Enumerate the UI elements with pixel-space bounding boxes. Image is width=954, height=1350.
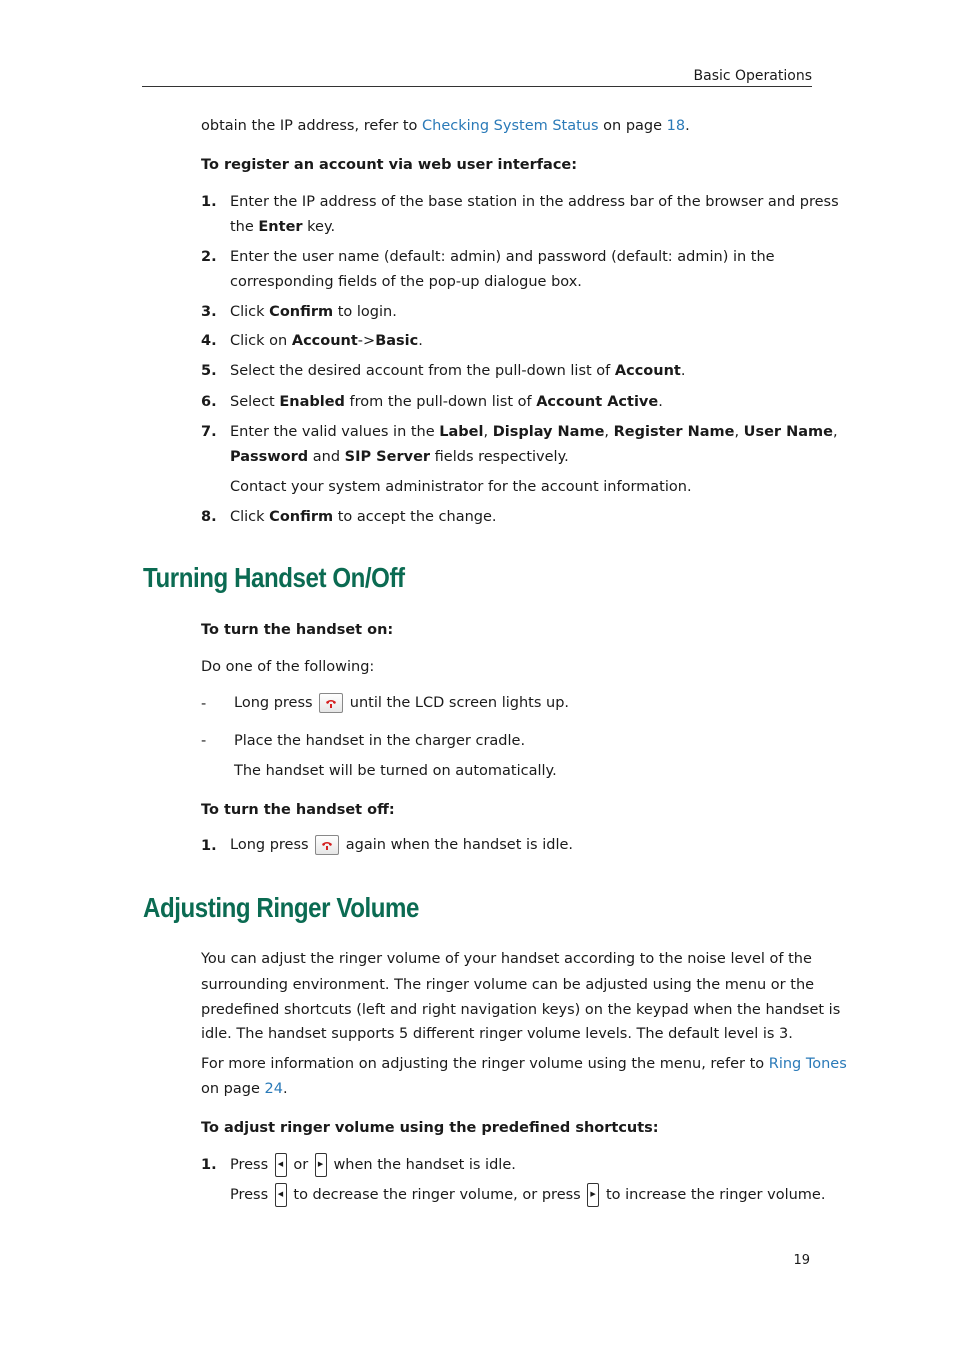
text: ->	[357, 333, 376, 349]
text: For more information on adjusting the ringer volume using the menu, refer to	[201, 1056, 769, 1072]
text: Click	[230, 509, 270, 525]
step-number: 2.	[201, 249, 217, 265]
bullet-dash: -	[201, 696, 207, 712]
section-title-adjusting-ringer: Adjusting Ringer Volume	[143, 892, 419, 923]
procedure-heading: To turn the handset on:	[201, 622, 394, 638]
step-number: 5.	[201, 363, 217, 379]
page-24-link[interactable]: 24	[264, 1081, 283, 1097]
text: ,	[832, 424, 838, 440]
procedure-heading: To turn the handset off:	[201, 802, 395, 818]
right-navigation-key-icon: ▶	[315, 1153, 327, 1177]
text: until the LCD screen lights up.	[345, 695, 570, 711]
confirm-label: Confirm	[269, 509, 334, 525]
intro-text-mid: on page	[598, 118, 667, 134]
display-name-label: Display Name	[492, 424, 605, 440]
step-number: 4.	[201, 333, 217, 349]
text: again when the handset is idle.	[341, 837, 573, 853]
enabled-label: Enabled	[279, 394, 345, 410]
paragraph-line: You can adjust the ringer volume of your handset according to the noise level of the	[201, 951, 812, 967]
section-title-turning-handset: Turning Handset On/Off	[143, 562, 405, 593]
text: when the handset is idle.	[328, 1157, 516, 1173]
text: Select	[230, 394, 280, 410]
step-text-cont	[230, 1183, 825, 1207]
step-text	[230, 424, 838, 440]
power-off-icon	[319, 693, 343, 713]
step-text	[230, 835, 573, 855]
step-number: 7.	[201, 424, 217, 440]
bullet-text: Place the handset in the charger cradle.	[234, 733, 526, 749]
text: Press	[230, 1157, 273, 1173]
user-name-label: User Name	[743, 424, 833, 440]
step-number: 1.	[201, 838, 217, 854]
text: ,	[734, 424, 744, 440]
step-text-cont	[230, 449, 569, 465]
enter-key-label: Enter	[258, 219, 303, 235]
text: Click on	[230, 333, 292, 349]
procedure-heading: To adjust ringer volume using the predefined shortcuts:	[201, 1120, 659, 1136]
running-header: Basic Operations	[693, 68, 812, 84]
paragraph-line	[201, 1056, 847, 1072]
confirm-label: Confirm	[269, 304, 334, 320]
text: or	[288, 1157, 313, 1173]
text: Press	[230, 1187, 273, 1203]
paragraph-line: idle. The handset supports 5 different ringer volume levels. The default level is 3.	[201, 1026, 793, 1042]
checking-system-status-link[interactable]: Checking System Status	[422, 118, 599, 134]
right-navigation-key-icon: ▶	[587, 1183, 599, 1207]
text: .	[680, 363, 686, 379]
basic-label: Basic	[375, 333, 419, 349]
step-text	[230, 509, 497, 525]
text: ,	[483, 424, 493, 440]
text: key.	[302, 219, 336, 235]
text: to increase the ringer volume.	[601, 1187, 826, 1203]
text: the	[230, 219, 259, 235]
text: to decrease the ringer volume, or press	[288, 1187, 586, 1203]
text: .	[282, 1081, 288, 1097]
text: and	[308, 449, 345, 465]
step-number: 1.	[201, 194, 217, 210]
text: .	[658, 394, 663, 410]
text: Click	[230, 304, 270, 320]
step-number: 3.	[201, 304, 217, 320]
power-off-icon	[315, 835, 339, 855]
step-text-cont	[230, 219, 335, 235]
register-name-label: Register Name	[613, 424, 735, 440]
password-label: Password	[230, 449, 309, 465]
step-text	[230, 304, 397, 320]
step-text	[230, 1153, 516, 1177]
text: from the pull-down list of	[344, 394, 537, 410]
step-text	[230, 333, 423, 349]
left-navigation-key-icon: ◀	[275, 1183, 287, 1207]
intro-paragraph	[201, 118, 690, 134]
step-number: 8.	[201, 509, 217, 525]
sip-server-label: SIP Server	[344, 449, 431, 465]
paragraph-line	[201, 1081, 288, 1097]
left-navigation-key-icon: ◀	[275, 1153, 287, 1177]
instruction-text: Do one of the following:	[201, 659, 375, 675]
step-note: Contact your system administrator for the account information.	[230, 479, 692, 495]
page-18-link[interactable]: 18	[666, 118, 686, 134]
account-active-label: Account Active	[536, 394, 659, 410]
text: ,	[604, 424, 614, 440]
page-number: 19	[793, 1253, 810, 1268]
text: Long press	[230, 837, 314, 853]
procedure-heading: To register an account via web user interface:	[201, 157, 578, 173]
text: Enter the valid values in the	[230, 424, 440, 440]
bullet-text	[234, 693, 569, 713]
intro-text-end: .	[685, 118, 690, 134]
ring-tones-link[interactable]: Ring Tones	[768, 1056, 847, 1072]
account-label: Account	[291, 333, 358, 349]
text: on page	[201, 1081, 265, 1097]
step-text	[230, 363, 685, 379]
step-text-cont: corresponding fields of the pop-up dialogue box.	[230, 274, 582, 290]
header-rule	[142, 86, 812, 87]
bullet-dash: -	[201, 733, 207, 749]
paragraph-line: surrounding environment. The ringer volume can be adjusted using the menu or the	[201, 977, 815, 993]
step-text: Enter the user name (default: admin) and password (default: admin) in the	[230, 249, 775, 265]
account-label: Account	[614, 363, 681, 379]
text: .	[418, 333, 423, 349]
intro-text: obtain the IP address, refer to	[201, 118, 423, 134]
bullet-note: The handset will be turned on automatically.	[234, 763, 557, 779]
step-number: 6.	[201, 394, 217, 410]
text: fields respectively.	[430, 449, 569, 465]
step-text: Enter the IP address of the base station in the address bar of the browser and press	[230, 194, 839, 210]
label-field-label: Label	[439, 424, 484, 440]
text: Select the desired account from the pull-down list of	[230, 363, 615, 379]
step-text	[230, 394, 663, 410]
paragraph-line: predefined shortcuts (left and right navigation keys) on the keypad when the handset is	[201, 1002, 841, 1018]
text: Long press	[234, 695, 318, 711]
text: to login.	[333, 304, 397, 320]
step-number: 1.	[201, 1157, 217, 1173]
text: to accept the change.	[333, 509, 497, 525]
